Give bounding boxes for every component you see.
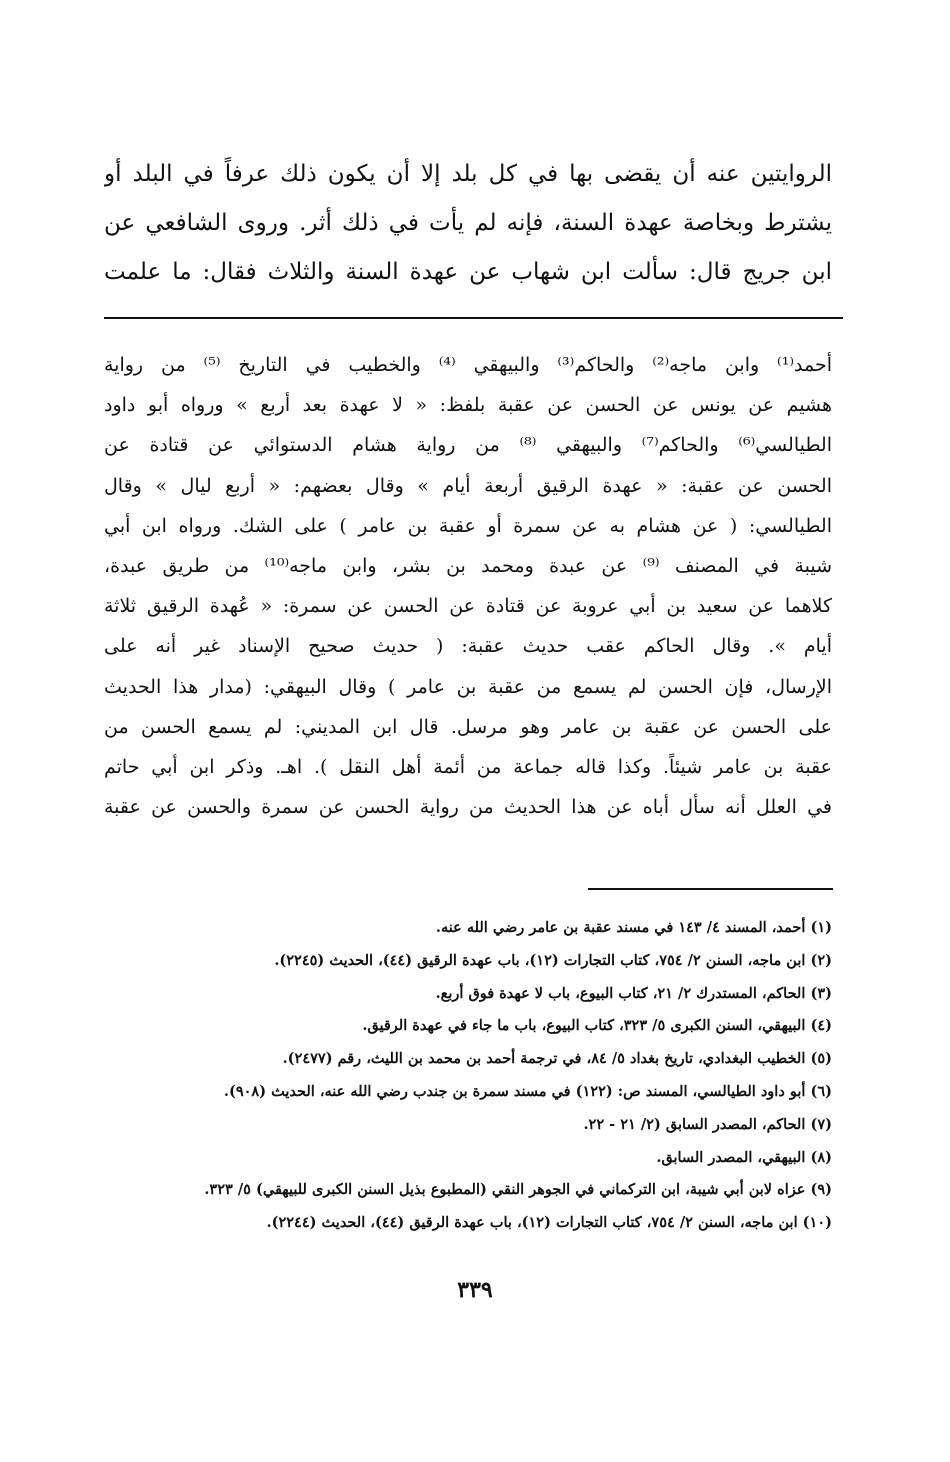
commentary-line: في العلل أنه سأل أباه عن هذا الحديث من رواية الحسن عن سمرة والحسن عن عقبة <box>104 796 832 819</box>
footnote-number: (٥) <box>810 1050 832 1068</box>
footnote-number: (٦) <box>810 1082 832 1100</box>
footnote-text: البيهقي، السنن الكبرى ٥/ ٣٢٣، كتاب البيوع، باب ما جاء في عهدة الرقيق. <box>362 1017 806 1035</box>
footnote <box>80 978 832 1011</box>
footnote <box>80 1010 832 1043</box>
commentary-line: عقبة بن عامر شيئاً. وكذا قاله جماعة من أئمة أهل النقل ). اهـ. وذكر ابن أبي حاتم <box>104 755 832 778</box>
main-text-line: الروايتين عنه أن يقضى بها في كل بلد إلا أن يكون ذلك عرفاً في البلد أو <box>104 161 832 187</box>
footnotes-list <box>80 912 832 1240</box>
footnote <box>80 912 832 945</box>
footnote-number: (٢) <box>810 951 832 969</box>
footnote-text: الحاكم، المستدرك ٢/ ٢١، كتاب البيوع، باب لا عهدة فوق أربع. <box>435 984 806 1002</box>
commentary-line: الطيالسي⁽⁶⁾ والحاكم⁽⁷⁾ والبيهقي ⁽⁸⁾ من رواية هشام الدستوائي عن قتادة عن <box>104 434 832 457</box>
footnote-number: (١٠) <box>802 1214 832 1232</box>
footnote <box>80 1076 832 1109</box>
page-number: ٣٣٩ <box>457 1277 493 1303</box>
footnote <box>80 945 832 978</box>
footnote <box>80 1207 832 1240</box>
footnote-text: ابن ماجه، السنن ٢/ ٧٥٤، كتاب التجارات (١٢)، باب عهدة الرقيق (٤٤)، الحديث (٢٢٤٥). <box>274 951 806 969</box>
main-text-block <box>104 150 832 297</box>
commentary-text-block <box>104 345 832 827</box>
commentary-line: أحمد⁽¹⁾ وابن ماجه⁽²⁾ والحاكم⁽³⁾ والبيهقي ⁽⁴⁾ والخطيب في التاريخ ⁽⁵⁾ من رواية <box>104 354 832 376</box>
footnote <box>80 1109 832 1142</box>
commentary-line: أيام ». وقال الحاكم عقب حديث عقبة: ( حديث صحيح الإسناد غير أنه على <box>104 635 832 658</box>
footnote-number: (٩) <box>810 1181 832 1199</box>
commentary-line: الطيالسي: ( عن هشام به عن سمرة أو عقبة بن عامر ) على الشك. ورواه ابن أبي <box>104 514 832 537</box>
commentary-line: الإرسال، فإن الحسن لم يسمع من عقبة بن عامر ) وقال البيهقي: (مدار هذا الحديث <box>104 675 832 698</box>
footnote-text: ابن ماجه، السنن ٢/ ٧٥٤، كتاب التجارات (١٢)، باب عهدة الرقيق (٤٤)، الحديث (٢٢٤٤). <box>266 1214 798 1232</box>
main-text-line: ابن جريج قال: سألت ابن شهاب عن عهدة السنة والثلاث فقال: ما علمت <box>104 259 832 285</box>
footnote-number: (٧) <box>810 1115 832 1133</box>
footnote-text: أحمد، المسند ٤/ ١٤٣ في مسند عقبة بن عامر رضي الله عنه. <box>435 919 806 936</box>
footnote-divider <box>588 888 833 890</box>
footnote-number: (٤) <box>810 1017 832 1035</box>
footnote-text: أبو داود الطيالسي، المسند ص: (١٢٢) في مسند سمرة بن جندب رضي الله عنه، الحديث (٩٠٨). <box>223 1082 806 1100</box>
footnote <box>80 1142 832 1175</box>
commentary-line: شيبة في المصنف ⁽⁹⁾ عن عبدة ومحمد بن بشر، وابن ماجه⁽¹⁰⁾ من طريق عبدة، <box>104 554 832 577</box>
footnote-text: الخطيب البغدادي، تاريخ بغداد ٥/ ٨٤، في ترجمة أحمد بن محمد بن الليث، رقم (٢٤٧٧). <box>282 1050 806 1068</box>
footnote-text: البيهقي، المصدر السابق. <box>656 1148 806 1166</box>
footnote-text: الحاكم، المصدر السابق (٢/ ٢١ - ٢٢. <box>583 1115 806 1133</box>
main-text-line: يشترط وبخاصة عهدة السنة، فإنه لم يأت في ذلك أثر. وروى الشافعي عن <box>104 210 832 236</box>
footnote-text: عزاه لابن أبي شيبة، ابن التركماني في الجوهر النقي (المطبوع بذيل السنن الكبرى للبيهقي) ٥/ ٣٢٣. <box>204 1181 806 1199</box>
commentary-line: كلاهما عن سعيد بن أبي عروبة عن قتادة عن الحسن عن سمرة: « عُهدة الرقيق ثلاثة <box>104 595 832 618</box>
section-divider <box>104 317 843 319</box>
footnote-number: (٨) <box>810 1148 832 1166</box>
footnote <box>80 1174 832 1207</box>
commentary-line: الحسن عن عقبة: « عهدة الرقيق أربعة أيام » وقال بعضهم: « أربع ليال » وقال <box>104 474 832 497</box>
footnote-number: (٣) <box>810 984 832 1002</box>
commentary-line: هشيم عن يونس عن الحسن عن عقبة بلفظ: « لا عهدة بعد أربع » ورواه أبو داود <box>104 394 832 417</box>
footnote-number: (١) <box>810 919 832 936</box>
commentary-line: على الحسن عن عقبة بن عامر وهو مرسل. قال ابن المديني: لم يسمع الحسن من <box>104 715 832 738</box>
footnote <box>80 1043 832 1076</box>
